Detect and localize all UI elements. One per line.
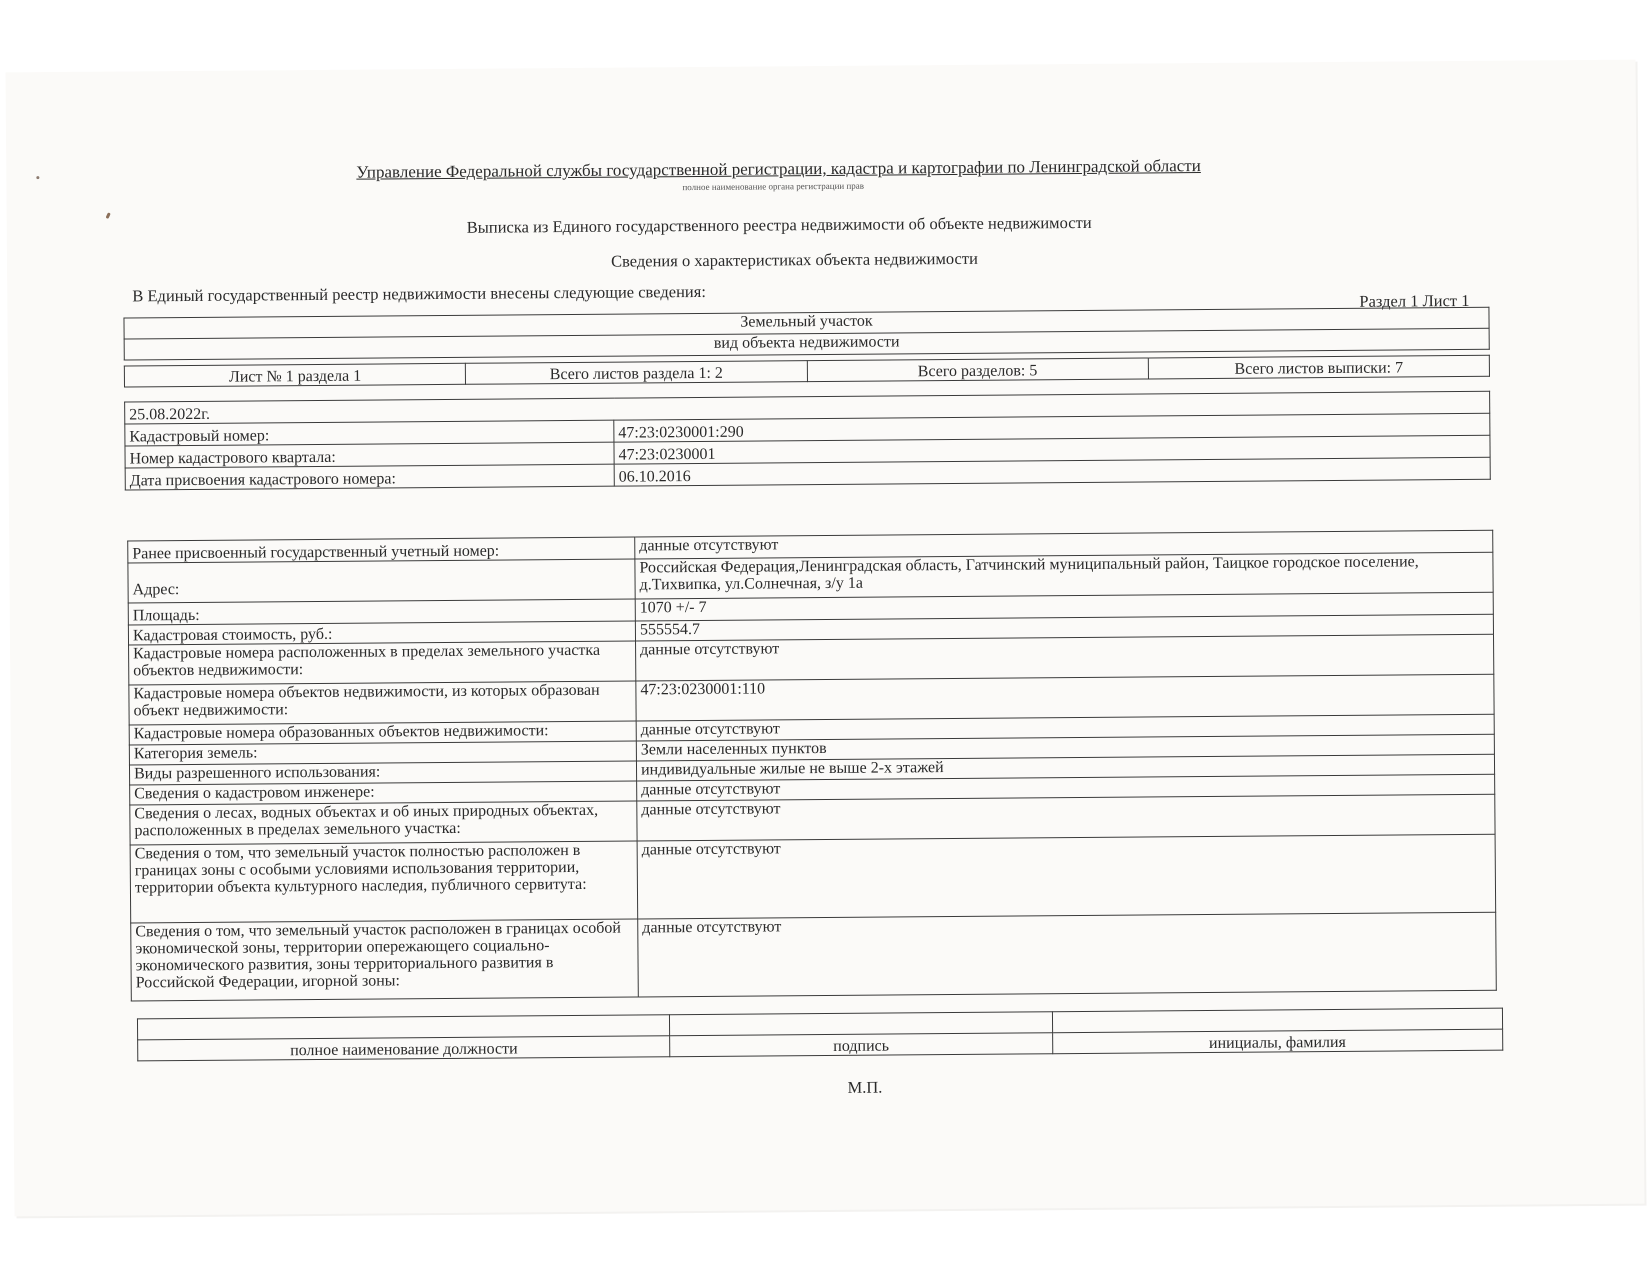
paper-speck: [106, 212, 111, 219]
detail-label: Кадастровые номера образованных объектов недвижимости:: [129, 721, 636, 745]
agency-name: Управление Федеральной службы государственной регистрации, кадастра и картографии по Ленинградской области: [356, 156, 1201, 182]
document-title: Выписка из Единого государственного реестра недвижимости об объекте недвижимости: [466, 212, 1092, 237]
total-section-sheets: Всего листов раздела 1: 2: [466, 361, 807, 385]
detail-label: Сведения о лесах, водных объектах и об иных природных объектах, расположенных в пределах земельного участка:: [130, 801, 637, 845]
detail-value: Земли населенных пунктов: [636, 734, 1494, 761]
detail-value: 47:23:0230001:110: [636, 674, 1494, 721]
object-type-value: Земельный участок: [124, 307, 1489, 339]
document-page: [6, 60, 1645, 1217]
info-label: Дата присвоения кадастрового номера:: [125, 464, 614, 490]
cadastral-info-table: [124, 391, 1491, 491]
detail-value: данные отсутствуют: [636, 714, 1494, 741]
detail-label: Кадастровые номера объектов недвижимости, из которых образован объект недвижимости:: [129, 681, 636, 725]
detail-value: данные отсутствуют: [636, 634, 1494, 681]
info-value: 47:23:0230001:290: [614, 413, 1490, 442]
info-label: Кадастровый номер:: [125, 420, 614, 446]
detail-value: данные отсутствуют: [638, 912, 1497, 997]
name-caption: инициалы, фамилия: [1052, 1029, 1503, 1054]
detail-label: Сведения о кадастровом инженере:: [130, 781, 637, 805]
object-type-caption: вид объекта недвижимости: [124, 328, 1489, 360]
section-label: Раздел 1 Лист 1: [1359, 290, 1470, 311]
detail-value: индивидуальные жилые не выше 2-х этажей: [636, 754, 1494, 781]
detail-label: Виды разрешенного использования:: [129, 761, 636, 785]
detail-value: 1070 +/- 7: [635, 592, 1493, 621]
document-subtitle: Сведения о характеристиках объекта недвижимости: [610, 248, 978, 271]
characteristics-table: [127, 530, 1497, 1002]
detail-label: Площадь:: [128, 599, 635, 625]
signature-table: [137, 1008, 1503, 1062]
info-value: 47:23:0230001: [614, 435, 1490, 464]
stamp-place: М.П.: [847, 1077, 883, 1097]
detail-value: 555554.7: [635, 614, 1493, 641]
position-caption: полное наименование должности: [138, 1036, 670, 1061]
table-row: [130, 834, 1496, 923]
agency-caption: полное наименование органа регистрации прав: [682, 180, 865, 193]
extract-date: 25.08.2022г.: [125, 391, 1490, 424]
paper-dot: [36, 176, 39, 179]
intro-text: В Единый государственный реестр недвижимости внесены следующие сведения:: [132, 281, 706, 306]
detail-value: данные отсутствуют: [635, 530, 1493, 559]
detail-label: Категория земель:: [129, 741, 636, 765]
table-row: [131, 912, 1497, 1001]
info-label: Номер кадастрового квартала:: [125, 442, 614, 468]
detail-value: Российская Федерация,Ленинградская область, Гатчинский муниципальный район, Таицкое городское поселение, д.Тихвипка, ул.Солнечная, з/у 1а: [635, 552, 1493, 599]
detail-label: Сведения о том, что земельный участок полностью расположен в границах зоны с особыми условиями использования территории, территории объекта культурного наследия, публичного сервитута:: [130, 841, 638, 923]
sheets-table: [124, 355, 1490, 388]
detail-value: данные отсутствуют: [637, 834, 1496, 919]
total-sections: Всего разделов: 5: [807, 358, 1148, 382]
info-value: 06.10.2016: [614, 457, 1490, 486]
object-type-table: [123, 307, 1489, 361]
signature-cell: [670, 1012, 1052, 1036]
detail-label: Адрес:: [128, 559, 635, 603]
sheet-number: Лист № 1 раздела 1: [124, 363, 465, 387]
detail-label: Ранее присвоенный государственный учетный номер:: [128, 537, 635, 563]
total-extract-sheets: Всего листов выписки: 7: [1148, 355, 1489, 379]
detail-label: Сведения о том, что земельный участок расположен в границах особой экономической зоны, территории опережающего социально-экономического развития, зоны территориального развития в Российской Федерации, игорной зоны:: [131, 919, 639, 1001]
detail-label: Кадастровые номера расположенных в пределах земельного участка объектов недвижимости:: [129, 641, 636, 685]
signature-caption: подпись: [670, 1033, 1052, 1057]
detail-label: Кадастровая стоимость, руб.:: [128, 621, 635, 645]
detail-value: данные отсутствуют: [637, 774, 1495, 801]
detail-value: данные отсутствуют: [637, 794, 1495, 841]
